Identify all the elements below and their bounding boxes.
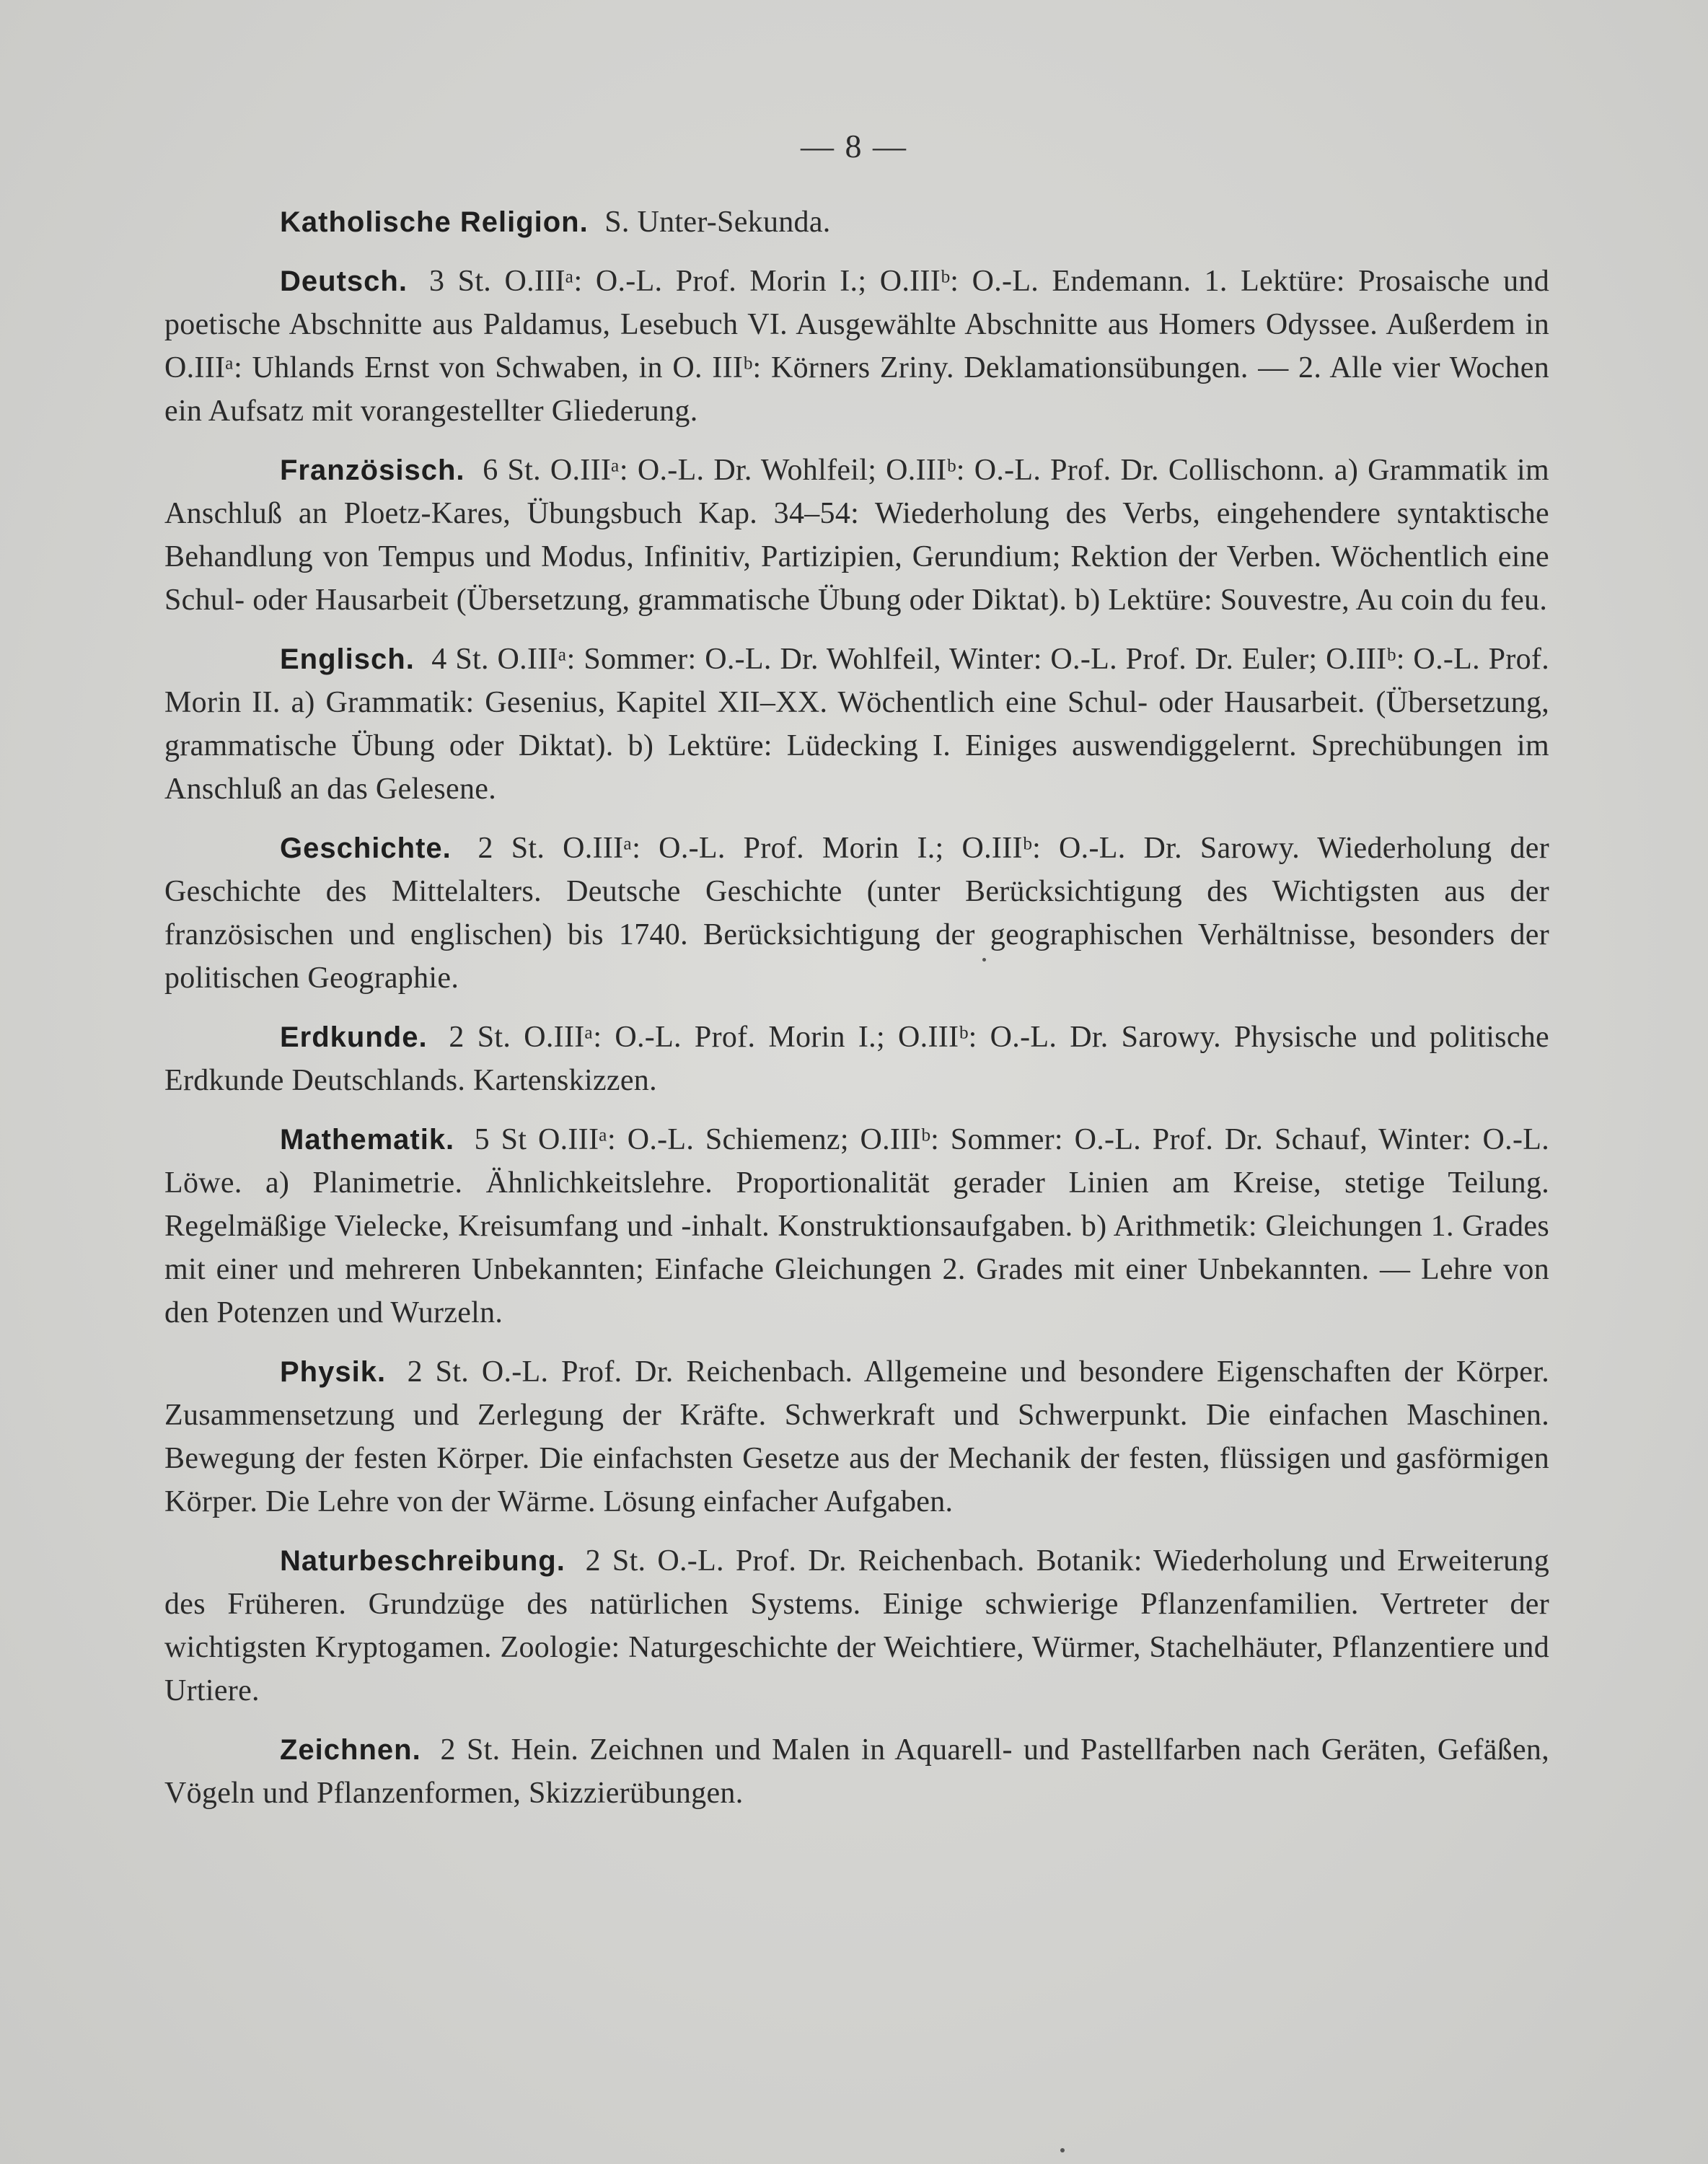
section-text: S. Unter-Sekunda.: [604, 206, 831, 239]
paper-speck: [1060, 2148, 1065, 2152]
section-heading: Französisch.: [280, 454, 465, 486]
section-text: 5 St O.IIIᵃ: O.-L. Schiemenz; O.IIIᵇ: Sommer: O.-L. Prof. Dr. Schauf, Winter: O.-L. Löwe. a) Planimetrie. Ähnlichkeitslehre. Proportionalität gerader Linien am Kreise, stetige Teilung. Regelmäßige Vielecke, Kreisumfang und -inhalt. Konstruktionsaufgaben. b) Arithmetik: Gleichungen 1. Grades mit einer und mehreren Unbekannten; Einfache Gleichungen 2. Grades mit einer Unbekannten. — Lehre von den Potenzen und Wurzeln.: [164, 1123, 1550, 1329]
section-erdkunde: [164, 1016, 1549, 1102]
section-katholische-religion: [164, 201, 1549, 244]
section-physik: [164, 1350, 1549, 1523]
section-heading: Physik.: [280, 1356, 387, 1388]
section-heading: Naturbeschreibung.: [280, 1545, 565, 1577]
section-heading: Deutsch.: [280, 265, 408, 297]
section-heading: Erdkunde.: [280, 1021, 428, 1053]
section-text: 2 St. O.-L. Prof. Dr. Reichenbach. Botanik: Wiederholung und Erweiterung des Früheren. Grundzüge des natürlichen Systems. Einige schwierige Pflanzenfamilien. Vertreter der wichtigsten Kryptogamen. Zoologie: Naturgeschichte der Weichtiere, Würmer, Stachelhäuter, Pflanzentiere und Urtiere.: [164, 1544, 1550, 1707]
section-franzoesisch: [164, 449, 1549, 622]
section-geschichte: [164, 827, 1549, 1000]
section-englisch: [164, 638, 1549, 811]
section-heading: Mathematik.: [280, 1124, 455, 1156]
section-deutsch: [164, 260, 1549, 433]
page-number: — 8 —: [801, 128, 907, 164]
section-heading: Geschichte.: [280, 832, 452, 864]
section-text: 3 St. O.IIIᵃ: O.-L. Prof. Morin I.; O.IIIᵇ: O.-L. Endemann. 1. Lektüre: Prosaische und poetische Abschnitte aus Paldamus, Lesebuch VI. Ausgewählte Abschnitte aus Homers Odyssee. Außerdem in O.IIIᵃ: Uhlands Ernst von Schwaben, in O. IIIᵇ: Körners Zriny. Deklamationsübungen. — 2. Alle vier Wochen ein Aufsatz mit vorangestellter Gliederung.: [164, 265, 1550, 428]
section-heading: Katholische Religion.: [280, 206, 589, 238]
section-heading: Englisch.: [280, 643, 415, 675]
section-text: 2 St. O.-L. Prof. Dr. Reichenbach. Allgemeine und besondere Eigenschaften der Körper. Zusammensetzung und Zerlegung der Kräfte. Schwerkraft und Schwerpunkt. Die einfachen Maschinen. Bewegung der festen Körper. Die einfachsten Gesetze aus der Mechanik der festen, flüssigen und gasförmigen Körper. Die Lehre von der Wärme. Lösung einfacher Aufgaben.: [164, 1355, 1549, 1518]
section-zeichnen: [164, 1728, 1549, 1815]
curriculum-content: [164, 201, 1549, 1831]
section-mathematik: [164, 1118, 1549, 1334]
section-text: 2 St. Hein. Zeichnen und Malen in Aquarell- und Pastellfarben nach Geräten, Gefäßen, Vögeln und Pflanzenformen, Skizzierübungen.: [164, 1733, 1549, 1810]
section-text: 2 St. O.IIIᵃ: O.-L. Prof. Morin I.; O.IIIᵇ: O.-L. Dr. Sarowy. Physische und politische Erdkunde Deutschlands. Kartenskizzen.: [164, 1021, 1549, 1097]
section-text: 6 St. O.IIIᵃ: O.-L. Dr. Wohlfeil; O.IIIᵇ: O.-L. Prof. Dr. Collischonn. a) Grammatik im Anschluß an Ploetz-Kares, Übungsbuch Kap. 34–54: Wiederholung des Verbs, eingehendere syntaktische Behandlung von Tempus und Modus, Infinitiv, Partizipien, Gerundium; Rektion der Verben. Wöchentlich eine Schul- oder Hausarbeit (Übersetzung, grammatische Übung oder Diktat). b) Lektüre: Souvestre, Au coin du feu.: [164, 454, 1549, 617]
paper-speck: [982, 958, 986, 962]
section-naturbeschreibung: [164, 1539, 1549, 1712]
section-text: 2 St. O.IIIᵃ: O.-L. Prof. Morin I.; O.IIIᵇ: O.-L. Dr. Sarowy. Wiederholung der Geschichte des Mittelalters. Deutsche Geschichte (unter Berücksichtigung des Wichtigsten aus der französischen und englischen) bis 1740. Berücksichtigung der geographischen Verhältnisse, besonders der politischen Geographie.: [164, 832, 1549, 995]
section-heading: Zeichnen.: [280, 1734, 421, 1766]
section-text: 4 St. O.IIIᵃ: Sommer: O.-L. Dr. Wohlfeil, Winter: O.-L. Prof. Dr. Euler; O.IIIᵇ: O.-L. Prof. Morin II. a) Grammatik: Gesenius, Kapitel XII–XX. Wöchentlich eine Schul- oder Hausarbeit. (Übersetzung, grammatische Übung oder Diktat). b) Lektüre: Lüdecking I. Einiges auswendiggelernt. Sprechübungen im Anschluß an das Gelesene.: [164, 643, 1550, 806]
